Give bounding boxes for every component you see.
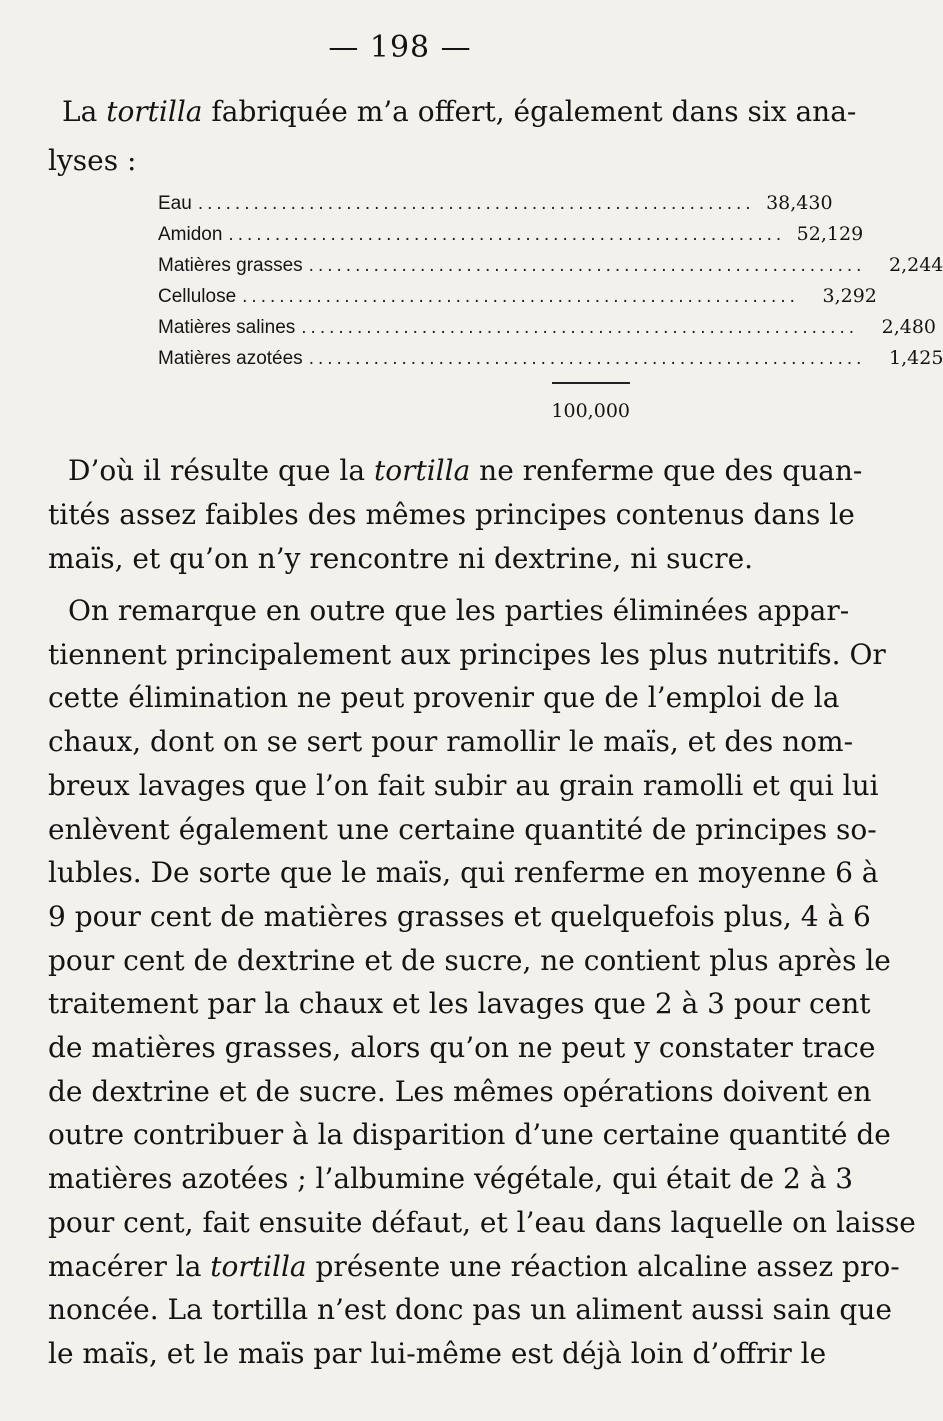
row-label: Cellulose: [158, 286, 237, 307]
table-total: 100,000: [551, 400, 630, 422]
para2-line: de dextrine et de sucre. Les mêmes opérations doivent en: [48, 1075, 872, 1108]
italic-tortilla: tortilla: [373, 454, 471, 487]
para2-line: pour cent de dextrine et de sucre, ne contient plus après le: [48, 944, 891, 977]
leader-dots: ............................................................: [197, 193, 755, 214]
table-row: [158, 285, 877, 316]
leader-dots: ............................................................: [308, 255, 866, 276]
row-value: 52,129: [796, 223, 864, 245]
row-label: Eau: [158, 193, 192, 214]
table-row: [158, 347, 943, 378]
para2-line: matières azotées ; l’albumine végétale, qui était de 2 à 3: [48, 1162, 854, 1195]
para2-line: noncée. La tortilla n’est donc pas un aliment aussi sain que: [48, 1293, 892, 1326]
row-label: Matières salines: [158, 317, 296, 338]
row-value: 2,480: [881, 316, 937, 338]
para2-line: le maïs, et le maïs par lui-même est déjà loin d’offrir le: [48, 1337, 827, 1370]
row-value: 38,430: [766, 192, 833, 214]
para2-line: outre contribuer à la disparition d’une certaine quantité de: [48, 1118, 891, 1151]
para2-line: chaux, dont on se sert pour ramollir le maïs, et des nom-: [48, 725, 854, 758]
para2-line: breux lavages que l’on fait subir au grain ramolli et qui lui: [48, 769, 879, 802]
table-row: [158, 254, 943, 285]
para1-line-1: D’où il résulte que la tortilla ne renferme que des quan-: [68, 454, 863, 487]
intro-line-2: lyses :: [48, 144, 137, 177]
italic-tortilla: tortilla: [106, 95, 203, 128]
leader-dots: ............................................................: [228, 224, 786, 245]
row-label: Matières grasses: [158, 255, 303, 276]
page-number: — 198 —: [328, 30, 472, 65]
para2-line: pour cent, fait ensuite défaut, et l’eau dans laquelle on laisse: [48, 1206, 916, 1239]
row-value: 1,425: [889, 347, 943, 369]
para2-line: 9 pour cent de matières grasses et quelquefois plus, 4 à 6: [48, 900, 871, 933]
leader-dots: ............................................................: [308, 348, 866, 369]
para2-line: tiennent principalement aux principes les plus nutritifs. Or: [48, 638, 886, 671]
para2-line: de matières grasses, alors qu’on ne peut y constater trace: [48, 1031, 876, 1064]
para2-line: enlèvent également une certaine quantité de principes so-: [48, 813, 877, 846]
table-row: [158, 192, 833, 223]
para2-line: traitement par la chaux et les lavages que 2 à 3 pour cent: [48, 987, 871, 1020]
table-row: [158, 316, 937, 347]
row-value: 3,292: [822, 285, 877, 307]
row-value: 2,244: [889, 254, 943, 276]
intro-line-1: La tortilla fabriquée m’a offert, également dans six ana-: [62, 95, 857, 128]
para2-line: lubles. De sorte que le maïs, qui renferme en moyenne 6 à: [48, 856, 879, 889]
para2-line: On remarque en outre que les parties éliminées appar-: [68, 594, 850, 627]
composition-table: [158, 192, 943, 378]
row-label: Amidon: [158, 224, 223, 245]
para2-line: cette élimination ne peut provenir que de l’emploi de la: [48, 681, 840, 714]
row-label: Matières azotées: [158, 348, 303, 369]
table-row: [158, 223, 864, 254]
leader-dots: ............................................................: [301, 317, 859, 338]
leader-dots: ............................................................: [242, 286, 799, 307]
para2-line: macérer la tortilla présente une réaction alcaline assez pro-: [48, 1250, 900, 1283]
para1-line-2: tités assez faibles des mêmes principes contenus dans le: [48, 498, 855, 531]
italic-tortilla: tortilla: [210, 1250, 307, 1283]
para1-line-3: maïs, et qu’on n’y rencontre ni dextrine, ni sucre.: [48, 542, 754, 575]
sum-rule: [552, 382, 630, 384]
